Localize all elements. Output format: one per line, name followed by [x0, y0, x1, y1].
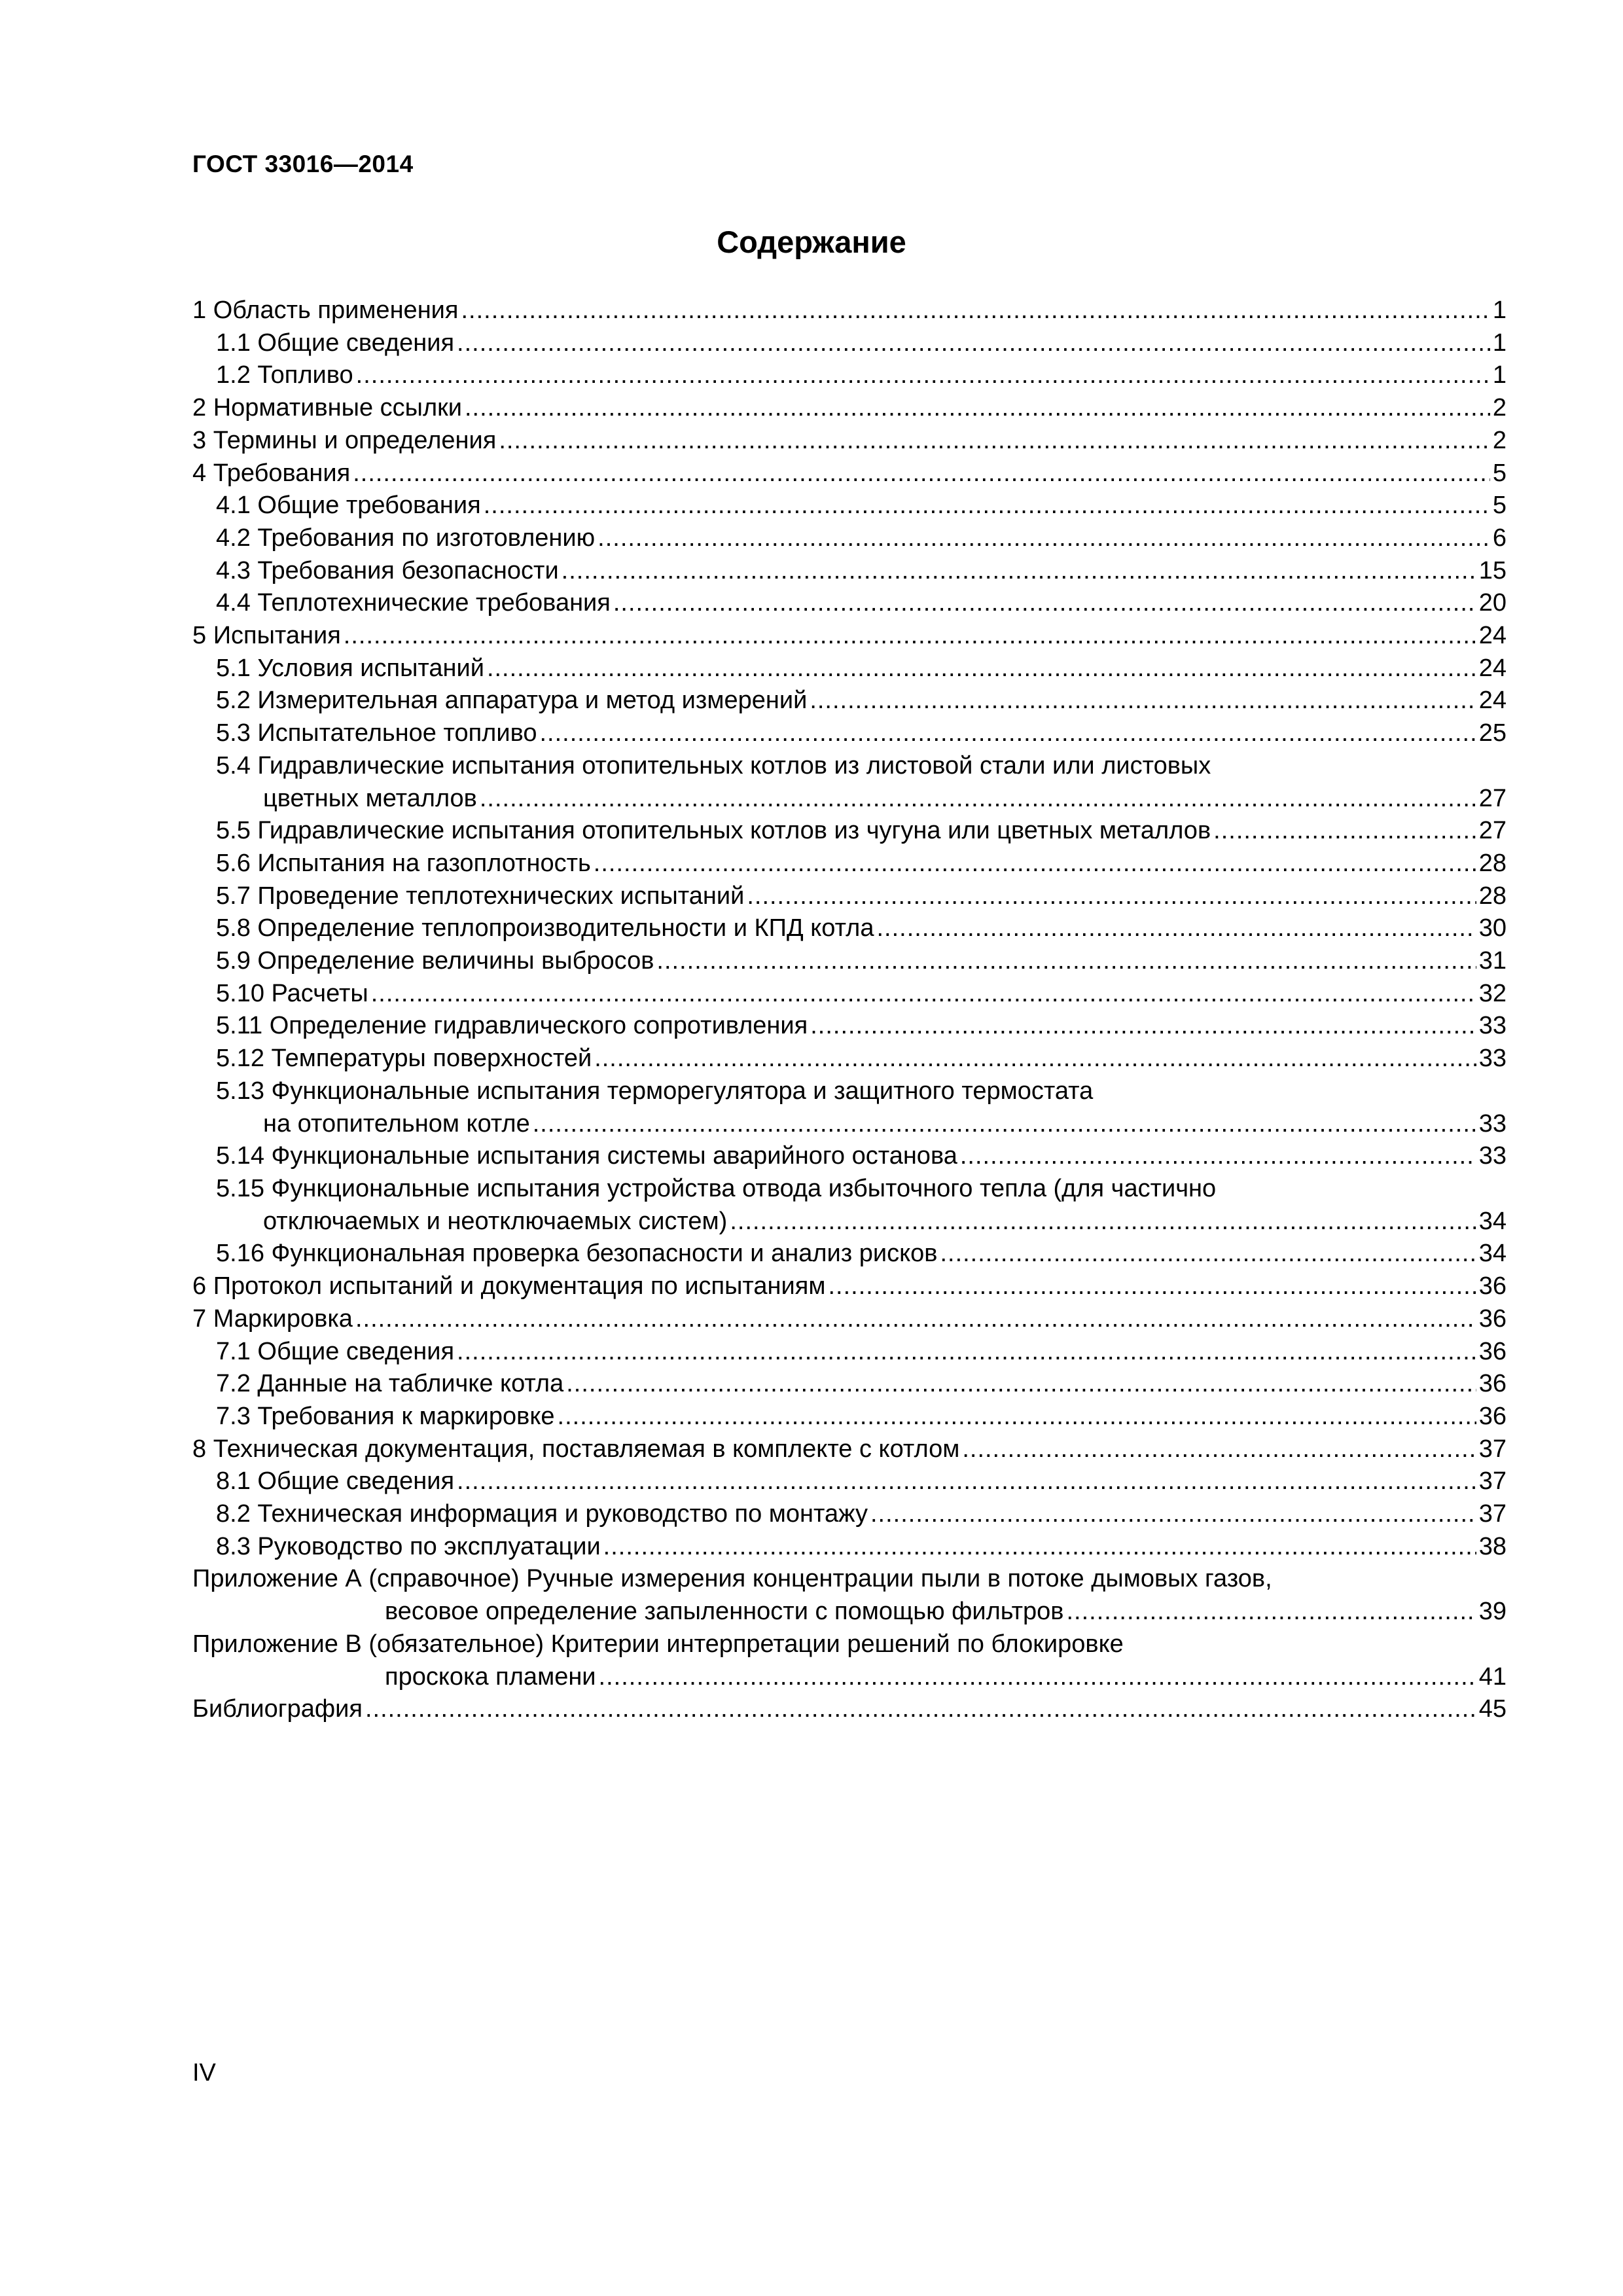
dot-leader: [533, 1108, 1476, 1141]
toc-entry-label: 5.7 Проведение теплотехнических испытаний: [216, 882, 745, 910]
toc-entry-line: [192, 685, 1507, 717]
toc-entry-page: 25: [1478, 719, 1507, 747]
toc-entry-page: 38: [1478, 1532, 1507, 1560]
toc-entry-page: 15: [1478, 556, 1507, 584]
toc-entry[interactable]: [192, 620, 1507, 653]
toc-entry-label: 4.1 Общие требования: [216, 492, 481, 520]
toc-entry-label: 4.3 Требования безопасности: [216, 556, 559, 584]
toc-entry-line: [192, 1173, 1507, 1206]
toc-entry-label: 4.4 Теплотехнические требования: [216, 589, 611, 617]
dot-leader: [940, 1238, 1476, 1270]
toc-entry[interactable]: [192, 1498, 1507, 1531]
toc-entry-page: 24: [1478, 654, 1507, 682]
toc-entry-line: [192, 653, 1507, 685]
dot-leader: [747, 880, 1476, 913]
toc-entry-label: 5.16 Функциональная проверка безопасности и анализ рисков: [216, 1240, 938, 1268]
toc-entry-line: [192, 522, 1507, 555]
dot-leader: [539, 717, 1476, 750]
toc-entry-label: 3 Термины и определения: [192, 426, 497, 454]
toc-entry-line: [192, 1206, 1507, 1238]
toc-entry-line: [192, 1303, 1507, 1336]
dot-leader: [457, 327, 1490, 360]
toc-entry[interactable]: [192, 848, 1507, 880]
toc-entry-page: 33: [1478, 1045, 1507, 1073]
toc-entry-label: 5.4 Гидравлические испытания отопительных котлов из листовой стали или листовых: [216, 751, 1211, 780]
toc-entry-label: 5.5 Гидравлические испытания отопительных котлов из чугуна или цветных металлов: [216, 817, 1211, 845]
dot-leader: [465, 392, 1490, 425]
toc-entry[interactable]: [192, 1693, 1507, 1726]
toc-entry-line: [192, 295, 1507, 327]
toc-entry[interactable]: [192, 555, 1507, 588]
toc-entry-label: Приложение А (справочное) Ручные измерения концентрации пыли в потоке дымовых газов,: [192, 1565, 1272, 1593]
toc-entry[interactable]: [192, 1270, 1507, 1303]
toc-entry-line: [192, 1010, 1507, 1043]
dot-leader: [371, 978, 1476, 1011]
toc-entry-label: цветных металлов: [263, 784, 477, 812]
toc-entry[interactable]: [192, 425, 1507, 457]
toc-entry-page: 37: [1478, 1500, 1507, 1528]
toc-entry-label: 4.2 Требования по изготовлению: [216, 524, 596, 552]
toc-entry[interactable]: [192, 1010, 1507, 1043]
toc-entry-line: [192, 1628, 1507, 1661]
toc-entry-line: [192, 392, 1507, 425]
toc-entry-line: [192, 1465, 1507, 1498]
toc-entry-label: 5.3 Испытательное топливо: [216, 719, 537, 747]
toc-entry-label: 1 Область применения: [192, 296, 459, 324]
toc-entry-line: [192, 912, 1507, 945]
toc-entry-line: [192, 880, 1507, 913]
dot-leader: [365, 1693, 1476, 1726]
toc-entry-label: отключаемых и неотключаемых систем): [263, 1207, 728, 1235]
toc-entry-line: [192, 555, 1507, 588]
toc-entry[interactable]: [192, 1238, 1507, 1270]
toc-entry-line: [192, 359, 1507, 392]
toc-entry[interactable]: [192, 1368, 1507, 1401]
toc-entry-line: [192, 1596, 1507, 1628]
toc-entry[interactable]: [192, 457, 1507, 490]
toc-entry-label: проскока пламени: [385, 1662, 596, 1691]
toc-entry-label: 7.2 Данные на табличке котла: [216, 1370, 564, 1398]
dot-leader: [457, 1336, 1476, 1369]
toc-entry[interactable]: [192, 1628, 1507, 1693]
toc-entry-page: 37: [1478, 1435, 1507, 1463]
toc-entry-label: 5.15 Функциональные испытания устройства отвода избыточного тепла (для частично: [216, 1174, 1217, 1202]
toc-entry-page: 36: [1478, 1272, 1507, 1300]
toc-entry[interactable]: [192, 1075, 1507, 1140]
dot-leader: [356, 359, 1490, 392]
toc-entry-label: 8.1 Общие сведения: [216, 1467, 455, 1496]
dot-leader: [353, 457, 1490, 490]
toc-entry[interactable]: [192, 295, 1507, 327]
toc-entry-label: 8.3 Руководство по эксплуатации: [216, 1532, 601, 1560]
toc-entry-label: 7.3 Требования к маркировке: [216, 1402, 555, 1430]
toc-entry[interactable]: [192, 880, 1507, 913]
toc-entry-label: 5.8 Определение теплопроизводительности и КПД котла: [216, 914, 874, 942]
toc-entry-page: 36: [1478, 1370, 1507, 1398]
toc-entry-line: [192, 1368, 1507, 1401]
toc-entry-label: 7 Маркировка: [192, 1304, 353, 1333]
toc-entry-label: весовое определение запыленности с помощью фильтров: [385, 1598, 1064, 1626]
toc-entry-label: Библиография: [192, 1695, 363, 1723]
toc-entry[interactable]: [192, 685, 1507, 717]
toc-entry[interactable]: [192, 653, 1507, 685]
toc-entry-line: [192, 717, 1507, 750]
toc-entry-line: [192, 1498, 1507, 1531]
dot-leader: [656, 945, 1476, 978]
dot-leader: [603, 1531, 1476, 1564]
toc-entry-page: 31: [1478, 947, 1507, 975]
toc-entry-label: 5.2 Измерительная аппаратура и метод измерений: [216, 687, 808, 715]
toc-entry-page: 24: [1478, 622, 1507, 650]
toc-entry-line: [192, 587, 1507, 620]
toc-entry-page: 34: [1478, 1207, 1507, 1235]
toc-entry-page: 34: [1478, 1240, 1507, 1268]
toc-entry-page: 33: [1478, 1109, 1507, 1138]
toc-entry-page: 36: [1478, 1304, 1507, 1333]
dot-leader: [1213, 815, 1476, 848]
toc-entry[interactable]: [192, 1563, 1507, 1628]
toc-entry[interactable]: [192, 1401, 1507, 1433]
dot-leader: [594, 848, 1476, 880]
toc-entry-page: 2: [1492, 426, 1507, 454]
toc-entry-page: 5: [1492, 492, 1507, 520]
toc-entry-line: [192, 1661, 1507, 1694]
toc-entry-line: [192, 1433, 1507, 1466]
dot-leader: [487, 653, 1476, 685]
toc-entry[interactable]: [192, 1433, 1507, 1466]
toc-entry-label: 8.2 Техническая информация и руководство по монтажу: [216, 1500, 868, 1528]
toc-entry[interactable]: [192, 1043, 1507, 1075]
toc-entry-page: 1: [1492, 296, 1507, 324]
toc-entry-label: Приложение В (обязательное) Критерии интерпретации решений по блокировке: [192, 1630, 1124, 1658]
toc-entry-line: [192, 815, 1507, 848]
toc-entry[interactable]: [192, 1465, 1507, 1498]
dot-leader: [876, 912, 1476, 945]
document-header: ГОСТ 33016—2014: [192, 151, 414, 177]
toc-entry-label: 5.6 Испытания на газоплотность: [216, 849, 591, 877]
toc-entry-line: [192, 327, 1507, 360]
dot-leader: [613, 587, 1476, 620]
toc-entry-page: 28: [1478, 882, 1507, 910]
toc-entry[interactable]: [192, 1336, 1507, 1369]
toc-entry-line: [192, 1075, 1507, 1108]
toc-entry-line: [192, 945, 1507, 978]
toc-entry-page: 30: [1478, 914, 1507, 942]
toc-entry-label: 5.13 Функциональные испытания терморегулятора и защитного термостата: [216, 1077, 1094, 1105]
toc-entry-label: 5.9 Определение величины выбросов: [216, 947, 654, 975]
toc-entry[interactable]: [192, 750, 1507, 815]
toc-entry-line: [192, 1238, 1507, 1270]
toc-entry-line: [192, 620, 1507, 653]
dot-leader: [461, 295, 1489, 327]
dot-leader: [599, 1661, 1476, 1694]
toc-entry[interactable]: [192, 1140, 1507, 1173]
toc-entry-page: 24: [1478, 687, 1507, 715]
dot-leader: [960, 1140, 1476, 1173]
toc-entry-line: [192, 1270, 1507, 1303]
toc-entry[interactable]: [192, 815, 1507, 848]
toc-entry-page: 36: [1478, 1402, 1507, 1430]
dot-leader: [1067, 1596, 1476, 1628]
toc-entry-line: [192, 1108, 1507, 1141]
toc-entry-label: 5.14 Функциональные испытания системы аварийного останова: [216, 1142, 957, 1170]
toc-entry[interactable]: [192, 392, 1507, 425]
dot-leader: [870, 1498, 1476, 1531]
toc-entry-line: [192, 978, 1507, 1011]
dot-leader: [480, 783, 1476, 816]
toc-entry[interactable]: [192, 522, 1507, 555]
toc-entry-page: 20: [1478, 589, 1507, 617]
toc-entry[interactable]: [192, 978, 1507, 1011]
toc-entry-page: 36: [1478, 1337, 1507, 1365]
dot-leader: [499, 425, 1490, 457]
toc-entry[interactable]: [192, 945, 1507, 978]
toc-entry-page: 2: [1492, 394, 1507, 422]
toc-entry[interactable]: [192, 490, 1507, 522]
toc-entry-line: [192, 848, 1507, 880]
toc-entry-page: 6: [1492, 524, 1507, 552]
dot-leader: [355, 1303, 1476, 1336]
dot-leader: [810, 685, 1476, 717]
toc-entry-line: [192, 1531, 1507, 1564]
toc-entry-line: [192, 1140, 1507, 1173]
toc-entry[interactable]: [192, 327, 1507, 360]
toc-entry-line: [192, 783, 1507, 816]
toc-entry-line: [192, 1043, 1507, 1075]
toc-entry[interactable]: [192, 1173, 1507, 1238]
toc-entry-page: 33: [1478, 1012, 1507, 1040]
toc-entry-label: 5.10 Расчеты: [216, 979, 368, 1007]
dot-leader: [562, 555, 1476, 588]
dot-leader: [810, 1010, 1476, 1043]
toc-entry[interactable]: [192, 1303, 1507, 1336]
toc-entry-line: [192, 1336, 1507, 1369]
toc-entry-page: 28: [1478, 849, 1507, 877]
toc-entry-page: 39: [1478, 1598, 1507, 1626]
toc-entry-label: 5.1 Условия испытаний: [216, 654, 484, 682]
toc-entry-label: на отопительном котле: [263, 1109, 530, 1138]
toc-entry[interactable]: [192, 587, 1507, 620]
toc-entry-page: 27: [1478, 784, 1507, 812]
toc-entry-page: 1: [1492, 361, 1507, 389]
dot-leader: [566, 1368, 1476, 1401]
toc-entry-label: 7.1 Общие сведения: [216, 1337, 455, 1365]
toc-entry-line: [192, 1693, 1507, 1726]
toc-entry-label: 5.11 Определение гидравлического сопротивления: [216, 1012, 808, 1040]
toc-entry-page: 1: [1492, 329, 1507, 357]
toc-entry-page: 41: [1478, 1662, 1507, 1691]
page-title: Содержание: [717, 224, 906, 259]
toc-entry-page: 37: [1478, 1467, 1507, 1496]
page-number: IV: [192, 2059, 216, 2087]
dot-leader: [344, 620, 1476, 653]
table-of-contents: [192, 295, 1507, 1726]
dot-leader: [597, 522, 1490, 555]
toc-entry-label: 5 Испытания: [192, 622, 341, 650]
toc-entry-line: [192, 425, 1507, 457]
toc-entry-page: 32: [1478, 979, 1507, 1007]
toc-entry-label: 1.1 Общие сведения: [216, 329, 455, 357]
toc-entry[interactable]: [192, 912, 1507, 945]
dot-leader: [594, 1043, 1476, 1075]
toc-entry-page: 5: [1492, 459, 1507, 487]
toc-entry-line: [192, 457, 1507, 490]
dot-leader: [730, 1206, 1476, 1238]
dot-leader: [457, 1465, 1476, 1498]
toc-entry-label: 5.12 Температуры поверхностей: [216, 1045, 592, 1073]
toc-entry-page: 27: [1478, 817, 1507, 845]
toc-entry[interactable]: [192, 359, 1507, 392]
toc-entry-line: [192, 1401, 1507, 1433]
dot-leader: [558, 1401, 1476, 1433]
toc-entry-page: 45: [1478, 1695, 1507, 1723]
toc-entry[interactable]: [192, 717, 1507, 750]
toc-entry-label: 1.2 Топливо: [216, 361, 353, 389]
dot-leader: [828, 1270, 1476, 1303]
toc-entry-label: 4 Требования: [192, 459, 351, 487]
toc-entry-line: [192, 1563, 1507, 1596]
toc-entry-label: 2 Нормативные ссылки: [192, 394, 462, 422]
dot-leader: [962, 1433, 1476, 1466]
toc-entry-label: 6 Протокол испытаний и документация по испытаниям: [192, 1272, 826, 1300]
toc-entry-line: [192, 490, 1507, 522]
toc-entry-label: 8 Техническая документация, поставляемая в комплекте с котлом: [192, 1435, 960, 1463]
dot-leader: [484, 490, 1490, 522]
toc-entry-page: 33: [1478, 1142, 1507, 1170]
toc-entry[interactable]: [192, 1531, 1507, 1564]
toc-entry-line: [192, 750, 1507, 783]
